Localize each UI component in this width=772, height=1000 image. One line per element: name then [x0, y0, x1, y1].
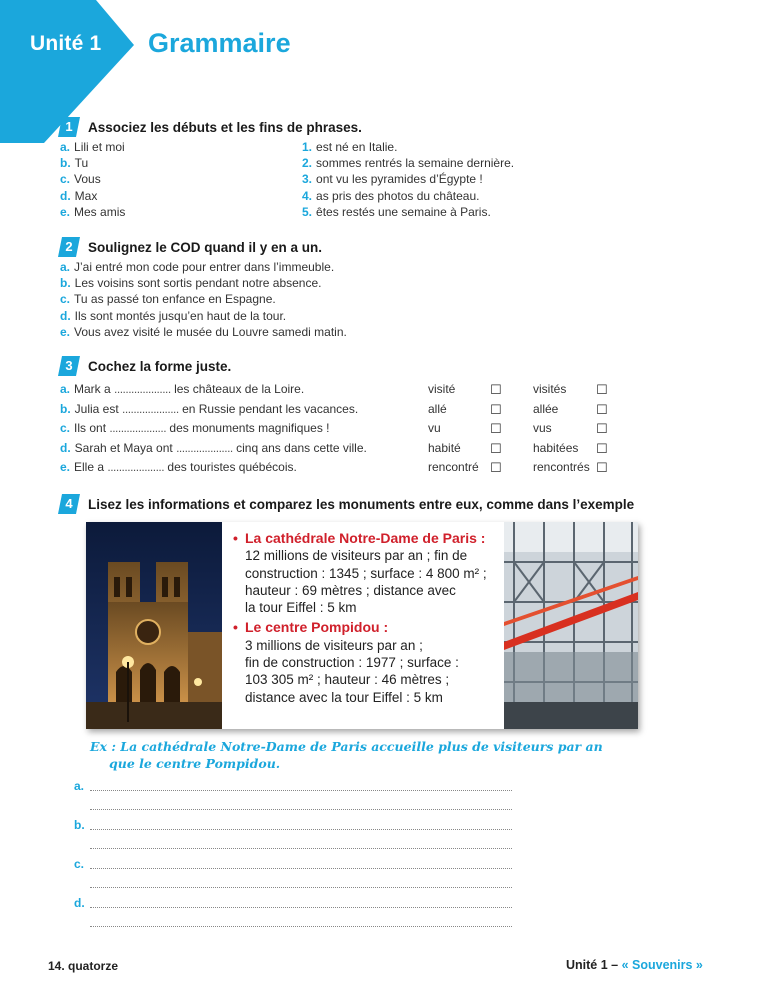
list-item: d. Ils sont montés jusqu’en haut de la tour. — [60, 308, 287, 323]
exercise-instruction: Lisez les informations et comparez les monuments entre eux, comme dans l’exemple — [88, 496, 635, 512]
exercise-number-badge: 1 — [58, 117, 80, 137]
choice-row: c. Ils ont .................... des monuments magnifiques ! vu ☐ vus ☐ — [58, 419, 618, 439]
exercise-number-badge: 2 — [58, 237, 80, 257]
notre-dame-photo — [86, 522, 222, 729]
option-1-label: rencontré — [428, 460, 479, 475]
option-2-label: visités — [533, 382, 567, 396]
exercise-4 — [58, 494, 658, 516]
option-2-checkbox[interactable]: ☐ — [596, 440, 608, 456]
choice-row: b. Julia est .................... en Russie pendant les vacances. allé ☐ allée ☐ — [58, 400, 618, 420]
exercise-1 — [58, 117, 618, 220]
list-item: 2. sommes rentrés la semaine dernière. — [302, 156, 515, 171]
answer-line[interactable] — [90, 887, 512, 888]
option-2-label: allée — [533, 401, 559, 416]
answer-line[interactable] — [90, 790, 512, 791]
option-2-label: rencontrés — [533, 460, 590, 475]
exercise-instruction: Associez les débuts et les fins de phrases. — [88, 119, 362, 135]
option-1-label: vu — [428, 421, 441, 436]
exercise-instruction: Cochez la forme juste. — [88, 358, 232, 374]
choice-row: a. Mark a .................... les châteaux de la Loire. visité ☐ visités ☐ — [58, 380, 618, 400]
answer-line[interactable] — [90, 848, 512, 849]
option-2-checkbox[interactable]: ☐ — [596, 401, 608, 417]
footer-unit: Unité 1 – « Souvenirs » — [566, 958, 703, 972]
list-item: 3. ont vu les pyramides d’Égypte ! — [302, 172, 483, 187]
option-1-label: allé — [428, 401, 447, 416]
exercise-2 — [58, 237, 618, 340]
choice-row: d. Sarah et Maya ont .................... cinq ans dans cette ville. habité ☐ habitées ☐ — [58, 439, 618, 459]
monument-details: 12 millions de visiteurs par an ; fin de construction : 1345 ; surface : 4 800 m² ; hauteur : 69 mètres ; distance avec la tour Eiffel : 5 km — [245, 548, 487, 616]
list-item: e. Vous avez visité le musée du Louvre samedi matin. — [60, 324, 347, 339]
answer-line[interactable] — [90, 926, 512, 927]
list-item: a. Lili et moi — [60, 140, 125, 154]
monument-title: • La cathédrale Notre-Dame de Paris : — [233, 530, 486, 546]
unit-label: Unité 1 — [30, 32, 102, 55]
option-1-label: visité — [428, 382, 456, 396]
option-2-label: habitées — [533, 440, 579, 455]
example-sentence: Ex : La cathédrale Notre-Dame de Paris accueille plus de visiteurs par an que le centre Pompidou. — [90, 739, 603, 771]
option-1-checkbox[interactable]: ☐ — [490, 440, 502, 456]
option-1-checkbox[interactable]: ☐ — [490, 460, 502, 476]
list-item: 1. est né en Italie. — [302, 140, 398, 154]
monument-info-box — [86, 522, 638, 729]
answer-line[interactable] — [90, 809, 512, 810]
option-2-checkbox[interactable]: ☐ — [596, 460, 608, 476]
option-1-checkbox[interactable]: ☐ — [490, 401, 502, 417]
choice-row: e. Elle a .................... des touristes québécois. rencontré ☐ rencontrés ☐ — [58, 458, 618, 478]
option-2-label: vus — [533, 421, 552, 436]
list-item: c. Tu as passé ton enfance en Espagne. — [60, 292, 276, 307]
page-title: Grammaire — [148, 28, 291, 58]
answer-line[interactable] — [90, 868, 512, 869]
list-item: b. Tu — [60, 156, 89, 171]
option-2-checkbox[interactable]: ☐ — [596, 421, 608, 437]
option-1-checkbox[interactable]: ☐ — [490, 421, 502, 437]
option-1-checkbox[interactable]: ☐ — [490, 382, 502, 397]
centre-pompidou-photo — [504, 522, 638, 729]
list-item: 5. êtes restés une semaine à Paris. — [302, 204, 491, 219]
list-item: e. Mes amis — [60, 204, 126, 219]
exercise-number-badge: 4 — [58, 494, 80, 514]
monument-title: • Le centre Pompidou : — [233, 619, 389, 636]
list-item: 4. as pris des photos du château. — [302, 188, 480, 203]
answer-line[interactable] — [90, 907, 512, 908]
exercise-instruction: Soulignez le COD quand il y en a un. — [88, 239, 323, 255]
exercise-3 — [58, 356, 618, 478]
exercise-number-badge: 3 — [58, 356, 80, 376]
page-number: 14. quatorze — [48, 959, 119, 973]
list-item: d. Max — [60, 188, 98, 203]
monument-details: 3 millions de visiteurs par an ; fin de construction : 1977 ; surface : 103 305 m² ; hauteur : 46 mètres ; distance avec la tour Eiffel : 5 km — [245, 637, 459, 705]
list-item: a. J’ai entré mon code pour entrer dans l’immeuble. — [60, 260, 335, 274]
option-2-checkbox[interactable]: ☐ — [596, 382, 608, 397]
answer-line[interactable] — [90, 829, 512, 830]
list-item: b. Les voisins sont sortis pendant notre absence. — [60, 276, 322, 291]
option-1-label: habité — [428, 440, 461, 455]
list-item: c. Vous — [60, 172, 101, 187]
